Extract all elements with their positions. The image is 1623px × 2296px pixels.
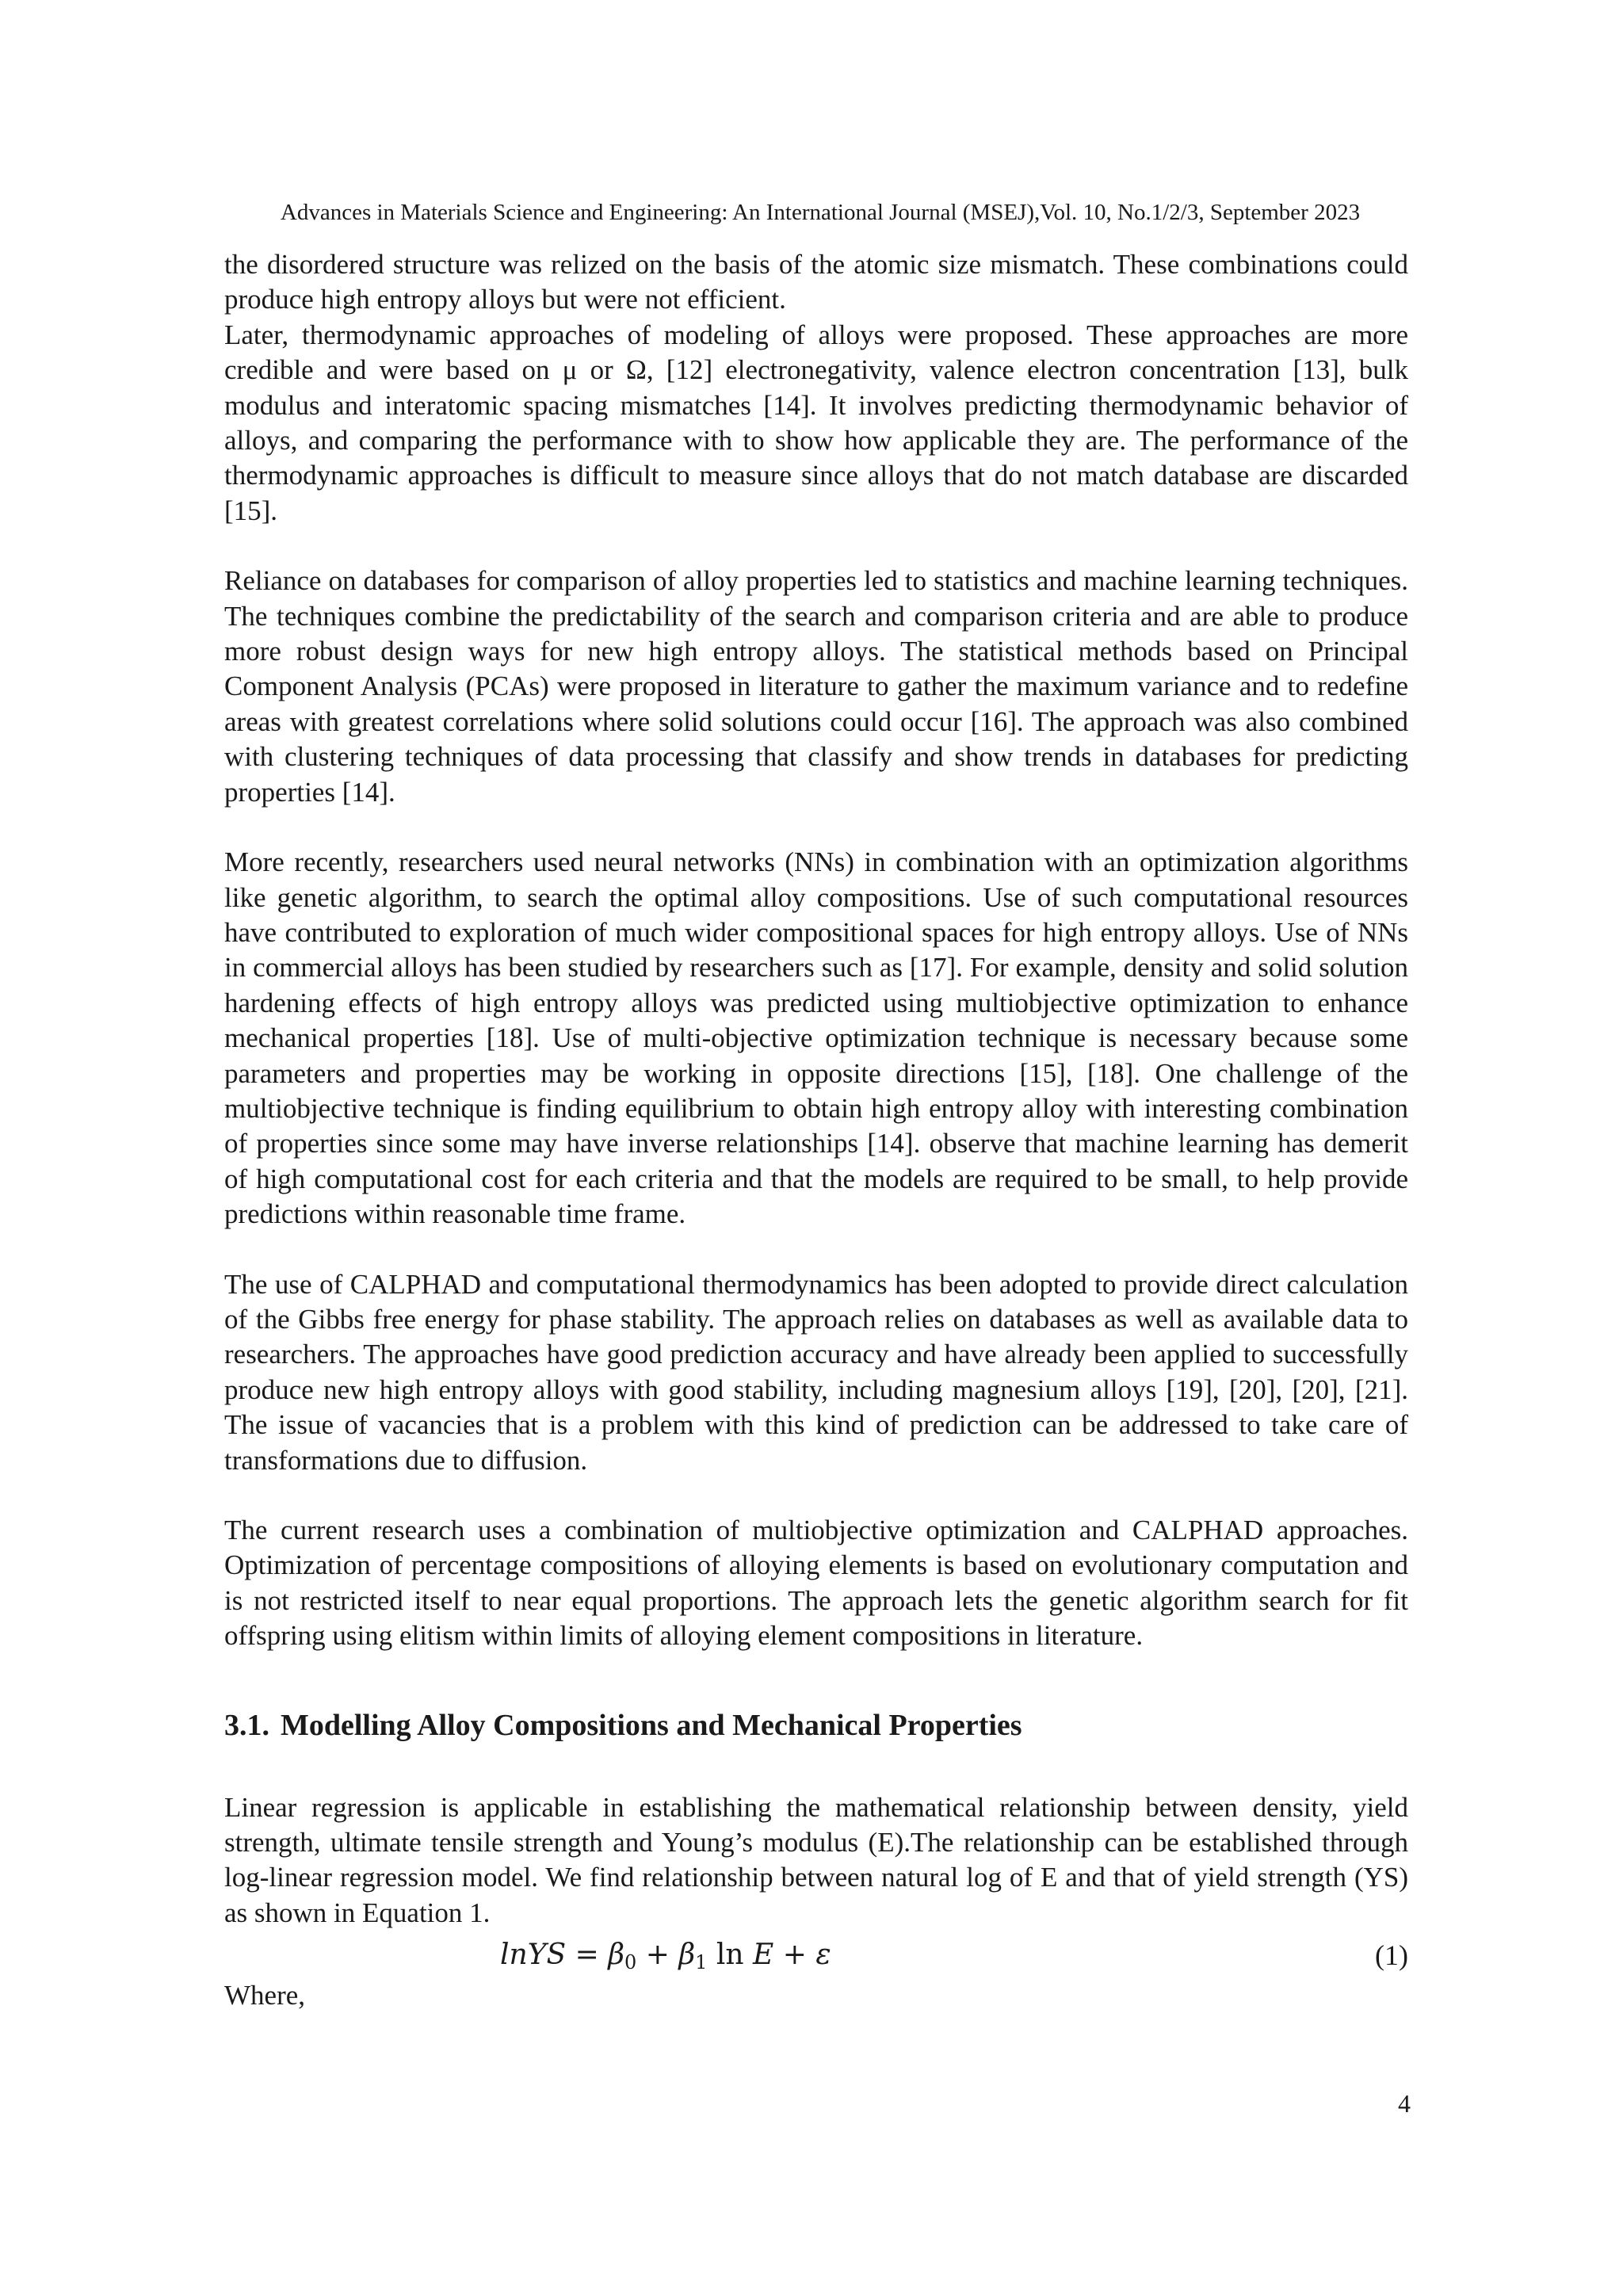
page-number: 4 bbox=[1398, 2089, 1411, 2118]
eq-sub-0: 0 bbox=[624, 1951, 637, 1974]
eq-equals: = bbox=[566, 1939, 609, 1972]
eq-e: E bbox=[753, 1939, 774, 1972]
equation-1 bbox=[224, 1932, 1408, 1978]
eq-ln: ln bbox=[707, 1939, 754, 1972]
paragraph: More recently, researchers used neural networks (NNs) in combination with an optimization algorithms like genetic algorithm, to search the optimal alloy compositions. Use of such computational resources have contributed to exploration of much wider compositional spaces for high entropy alloys. Use of NNs in commercial alloys has been studied by researchers such as [17]. For example, density and solid solution hardening effects of high entropy alloys was predicted using multiobjective optimization to enhance mechanical properties [18]. Use of multi-objective optimization technique is necessary because some parameters and properties may be working in opposite directions [15], [18]. One challenge of the multiobjective technique is finding equilibrium to obtain high entropy alloy with interesting combination of properties since some may have inverse relationships [14]. observe that machine learning has demerit of high computational cost for each criteria and that the models are required to be small, to help provide predictions within reasonable time frame. bbox=[224, 846, 1408, 1230]
paragraph: The current research uses a combination of multiobjective optimization and CALPHAD approaches. Optimization of percentage compositions of alloying elements is based on evolutionary computation and is not restricted itself to near equal proportions. The approach lets the genetic algorithm search for fit offspring using elitism within limits of alloying element compositions in literature. bbox=[224, 1515, 1408, 1652]
paragraph: the disordered structure was relized on the basis of the atomic size mismatch. These combinations could produce high entropy alloys but were not efficient. bbox=[224, 249, 1408, 315]
eq-plus: + bbox=[773, 1939, 816, 1972]
section-number: 3.1. bbox=[224, 1708, 269, 1742]
paragraph: Later, thermodynamic approaches of modeling of alloys were proposed. These approaches are more credible and were based on μ or Ω, [12] electronegativity, valence electron concentration [13], bulk modulus and interatomic spacing mismatches [14]. It involves predicting thermodynamic behavior of alloys, and comparing the performance with to show how applicable they are. The performance of the thermodynamic approaches is difficult to measure since alloys that do not match database are discarded [15]. bbox=[224, 319, 1408, 526]
equation-number: (1) bbox=[1375, 1939, 1408, 1972]
paragraph: The use of CALPHAD and computational thermodynamics has been adopted to provide direct calculation of the Gibbs free energy for phase stability. The approach relies on databases as well as available data to researchers. The approaches have good prediction accuracy and have already been applied to successfully produce new high entropy alloys with good stability, including magnesium alloys [19], [20], [20], [21]. The issue of vacancies that is a problem with this kind of prediction can be addressed to take care of transformations due to diffusion. bbox=[224, 1268, 1408, 1476]
eq-epsilon: ε bbox=[815, 1939, 831, 1972]
section-heading bbox=[224, 1706, 1408, 1744]
eq-beta: β bbox=[608, 1939, 625, 1972]
where-label: Where, bbox=[224, 1980, 306, 2011]
paragraph: Linear regression is applicable in establishing the mathematical relationship between density, yield strength, ultimate tensile strength and Young’s modulus (E).The relationship can be established through log-linear regression model. We find relationship between natural log of E and that of yield strength (YS) as shown in Equation 1. bbox=[224, 1791, 1408, 1928]
eq-beta: β bbox=[678, 1939, 696, 1972]
section-title: Modelling Alloy Compositions and Mechanical Properties bbox=[281, 1708, 1022, 1742]
running-header: Advances in Materials Science and Engineering: An International Journal (MSEJ),Vol. 10, No.1/2/3, September 2023 bbox=[280, 200, 1361, 225]
equation-expression bbox=[500, 1932, 831, 1978]
eq-sub-1: 1 bbox=[695, 1951, 708, 1974]
body-text bbox=[224, 247, 1408, 2014]
eq-plus: + bbox=[636, 1939, 679, 1972]
paragraph: Reliance on databases for comparison of alloy properties led to statistics and machine learning techniques. The techniques combine the predictability of the search and comparison criteria and are able to produce more robust design ways for new high entropy alloys. The statistical methods based on Principal Component Analysis (PCAs) were proposed in literature to gather the maximum variance and to redefine areas with greatest correlations where solid solutions could occur [16]. The approach was also combined with clustering techniques of data processing that classify and show trends in databases for predicting properties [14]. bbox=[224, 565, 1408, 808]
eq-lhs: lnYS bbox=[500, 1939, 567, 1972]
